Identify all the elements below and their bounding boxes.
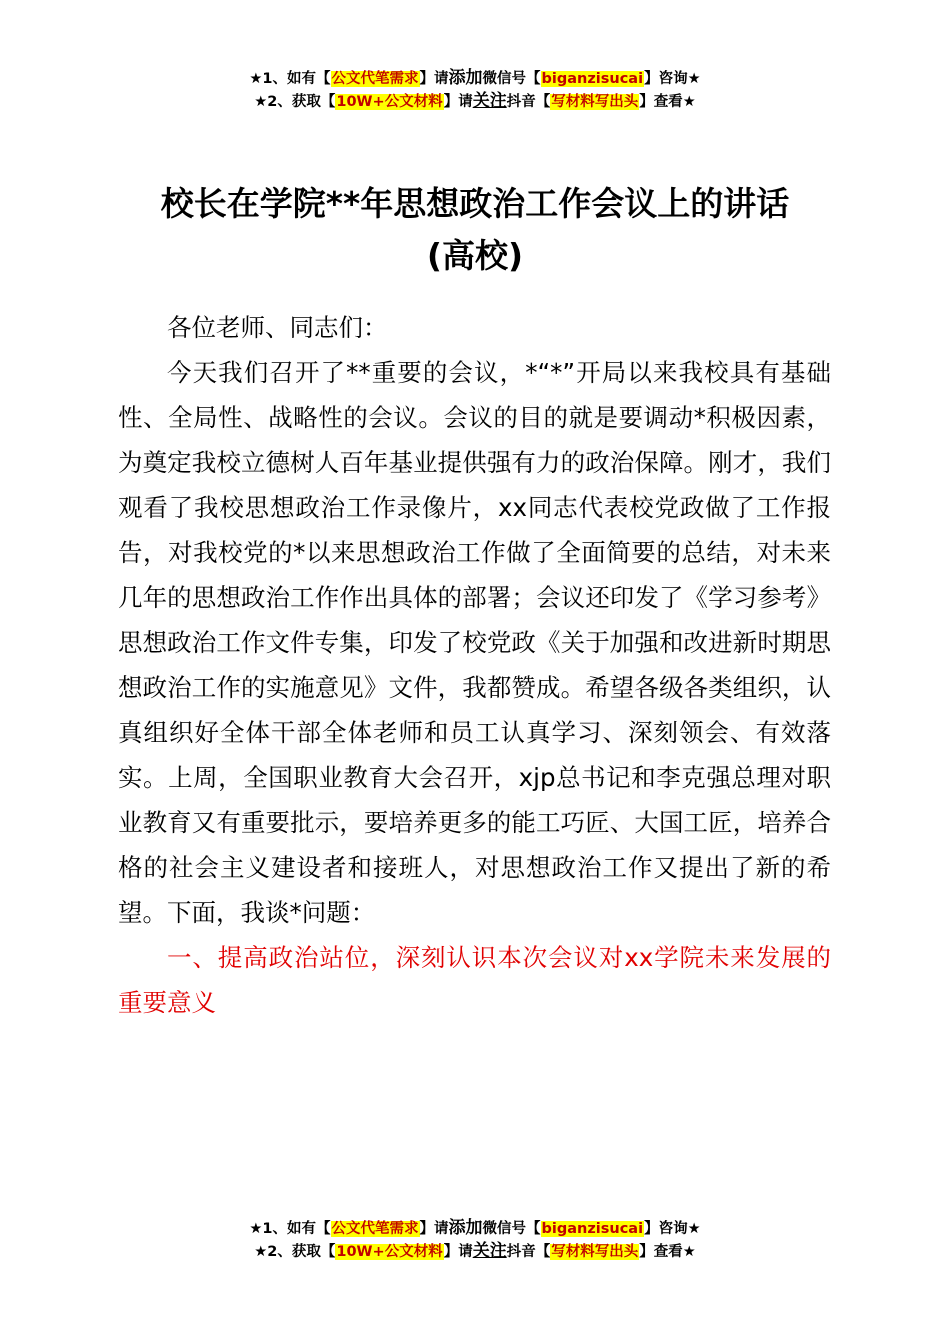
salutation: 各位老师、同志们： <box>167 313 388 342</box>
banner-text: 】请 <box>419 1221 449 1237</box>
title-line-2: (高校) <box>426 236 524 275</box>
banner-text: ★2、获取【 <box>254 1244 336 1260</box>
banner-highlight: 公文代笔需求 <box>331 1221 419 1237</box>
banner-highlight-douyin: 写材料写出头 <box>551 94 639 110</box>
banner-emphasis: 关注 <box>472 91 507 111</box>
banner-text: 】咨询★ <box>644 1221 701 1237</box>
banner-emphasis: 添加 <box>448 68 483 88</box>
banner-text: ★2、获取【 <box>254 94 336 110</box>
paragraph-1: 今天我们召开了**重要的会议，*“*”开局以来我校具有基础性、全局性、战略性的会议。会议的目的就是要调动*积极因素，为奠定我校立德树人百年基业提供强有力的政治保障。刚才，我们观看了我校思想政治工作录像片，xx同志代表校党政做了工作报告，对我校党的*以来思想政治工作做了全面简要的总结，对未来几年的思想政治工作作出具体的部署；会议还印发了《学习参考》思想政治工作文件专集，印发了校党政《关于加强和改进新时期思想政治工作的实施意见》文件，我都赞成。希望各级各类组织，认真组织好全体干部全体老师和员工认真学习、深刻领会、有效落实。上周，全国职业教育大会召开，xjp总书记和李克强总理对职业教育又有重要批示，要培养更多的能工巧匠、大国工匠，培养合格的社会主义建设者和接班人，对思想政治工作又提出了新的希望。下面，我谈*问题： <box>118 358 831 927</box>
banner-highlight-wechat-id: biganzisucai <box>541 71 644 87</box>
banner-text: 抖音【 <box>506 94 551 110</box>
banner-highlight: 10W+公文材料 <box>336 1244 443 1260</box>
document-title <box>100 178 850 282</box>
banner-text: 】查看★ <box>639 94 696 110</box>
banner-text: 】请 <box>419 71 449 87</box>
banner-emphasis: 关注 <box>472 1241 507 1261</box>
banner-text: 】查看★ <box>639 1244 696 1260</box>
banner-line-2 <box>0 1240 950 1263</box>
banner-highlight-douyin: 写材料写出头 <box>551 1244 639 1260</box>
banner-emphasis: 添加 <box>448 1218 483 1238</box>
top-banner <box>0 67 950 113</box>
banner-text: 】咨询★ <box>644 71 701 87</box>
banner-text: 】请 <box>443 1244 473 1260</box>
banner-text: ★1、如有【 <box>249 71 331 87</box>
banner-line-1 <box>0 67 950 90</box>
banner-text: 】请 <box>443 94 473 110</box>
title-line-1: 校长在学院**年思想政治工作会议上的讲话 <box>160 184 790 223</box>
document-body <box>118 305 831 1025</box>
banner-text: 抖音【 <box>506 1244 551 1260</box>
bottom-banner <box>0 1217 950 1263</box>
banner-text: 微信号【 <box>482 71 541 87</box>
banner-highlight: 10W+公文材料 <box>336 94 443 110</box>
section-heading-1: 一、提高政治站位，深刻认识本次会议对xx学院未来发展的重要意义 <box>118 943 831 1017</box>
banner-line-2 <box>0 90 950 113</box>
banner-text: ★1、如有【 <box>249 1221 331 1237</box>
banner-highlight-wechat-id: biganzisucai <box>541 1221 644 1237</box>
banner-highlight: 公文代笔需求 <box>331 71 419 87</box>
banner-line-1 <box>0 1217 950 1240</box>
banner-text: 微信号【 <box>482 1221 541 1237</box>
